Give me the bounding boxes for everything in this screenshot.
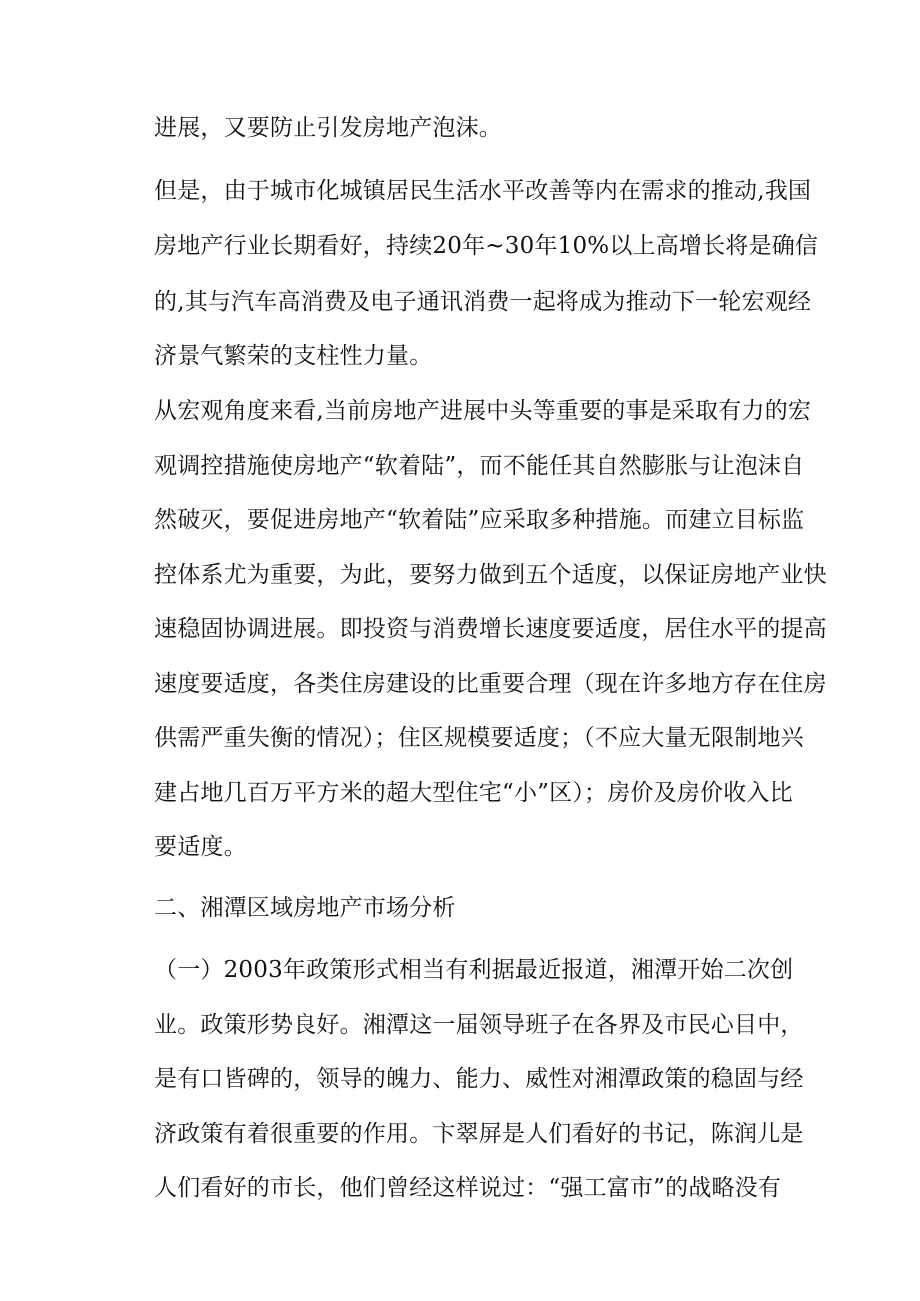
text-line: 业。政策形势良好。湘潭这一届领导班子在各界及市民心目中， [154,1012,804,1038]
text-line: 要适度。 [154,834,247,860]
text-line: 房地产行业长期看好，持续20年~30年10%以上高增长将是确信 [154,233,819,259]
text-line: 的,其与汽车高消费及电子通讯消费一起将成为推动下一轮宏观经 [154,289,812,315]
text-line: 速稳固协调进展。即投资与消费增长速度要适度，居住水平的提高 [154,616,827,642]
text-line: 是有口皆碑的，领导的魄力、能力、威性对湘潭政策的稳固与经 [154,1066,804,1092]
text-line: 人们看好的市长，他们曾经这样说过：“强工富市”的战略没有 [154,1175,782,1201]
text-line: 进展，又要防止引发房地产泡沫。 [154,115,502,141]
text-line: 从宏观角度来看,当前房地产进展中头等重要的事是采取有力的宏 [154,398,812,424]
text-line: 控体系尤为重要，为此，要努力做到五个适度，以保证房地产业快 [154,562,827,588]
text-line: 观调控措施使房地产“软着陆”，而不能任其自然膨胀与让泡沫自 [154,453,805,479]
text-line: 济政策有着很重要的作用。卞翠屏是人们看好的书记，陈润儿是 [154,1121,804,1147]
text-line: （一）2003年政策形式相当有利据最近报道，湘潭开始二次创 [154,957,794,983]
text-line: 速度要适度，各类住房建设的比重要合理（现在许多地方存在住房 [154,671,827,697]
text-line: 供需严重失衡的情况）；住区规模要适度；（不应大量无限制地兴 [154,725,804,751]
text-line: 然破灭，要促进房地产“软着陆”应采取多种措施。而建立目标监 [154,507,805,533]
text-line: 但是，由于城市化城镇居民生活水平改善等内在需求的推动,我国 [154,178,812,204]
text-line: 济景气繁荣的支柱性力量。 [154,343,433,369]
section-heading: 二、湘潭区域房地产市场分析 [154,895,456,921]
text-line: 建占地几百万平方米的超大型住宅“小”区）；房价及房价收入比 [154,780,793,806]
